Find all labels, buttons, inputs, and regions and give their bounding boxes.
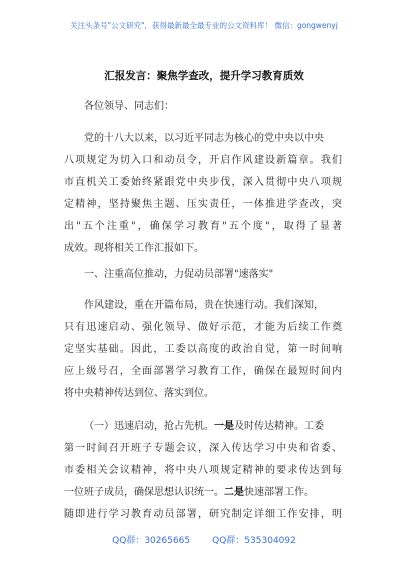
paragraph-2-line: 作风建设，重在开篇布局，贵在快速行动。我们深知， [84,300,324,311]
paragraph-1-line: 市直机关工委始终紧跟党中央步伐，深入贯彻中央八项规 [64,177,342,188]
paragraph-1-line: 定精神，坚持聚焦主题、压实责任，一体推进学查改，突 [64,199,342,210]
header-banner: 关注头条号"公文研究"，获得最新最全最专业的公文资料库！ 微信：gongwenyj [70,21,338,30]
paragraph-1-line: 成效。现将相关工作汇报如下。 [64,243,204,254]
paragraph-3-line: 市委相关会议精神，将中央八项规定精神的要求传达到每 [64,465,342,476]
paragraph-2-line: 将中央精神传达到位、落实到位。 [64,388,214,399]
paragraph-3-line [64,486,314,499]
paragraph-1-line: 八项规定为切入口和动员令，开启作风建设新篇章。我们 [64,155,342,166]
qq-group-1: QQ群：30265665 [112,536,191,546]
paragraph-2-line: 只有迅速启动、强化领导、做好示范，才能为后续工作奠 [64,322,342,333]
paragraph-text: 一位班子成员，确保思想认识统一。 [64,487,224,498]
subsection-lead: （一）迅速启动，抢占先机。 [84,421,214,432]
document-title: 汇报发言：聚焦学查改，提升学习教育质效 [104,70,304,82]
paragraph-2-line: 定坚实基础。因此，工委以高度的政治自觉，第一时间响 [64,344,342,355]
emphasis-text: 二是 [224,487,244,498]
footer [0,533,408,546]
paragraph-2-line: 应上级号召，全面部署学习教育工作，确保在最短时间内 [64,366,342,377]
paragraph-text: 快速部署工作。 [244,487,314,498]
paragraph-text: 及时传达精神。工委 [234,421,324,432]
paragraph-1-line: 党的十八大以来，以习近平同志为核心的党中央以中央 [84,133,324,144]
paragraph-3-line: 随即进行学习教育动员部署，研究制定详细工作安排，明 [64,509,342,520]
paragraph-3-line: 第一时间召开班子专题会议，深入传达学习中央和省委、 [64,443,342,454]
paragraph-1-line: 出"五个注重"，确保学习教育"五个度"，取得了显著 [64,221,342,232]
greeting: 各位领导、同志们： [84,101,174,112]
qq-group-2: QQ群：535304092 [212,536,296,546]
section-heading: 一、注重高位推动，力促动员部署"速落实" [84,269,274,280]
paragraph-3-line [84,420,324,433]
emphasis-text: 一是 [214,421,234,432]
